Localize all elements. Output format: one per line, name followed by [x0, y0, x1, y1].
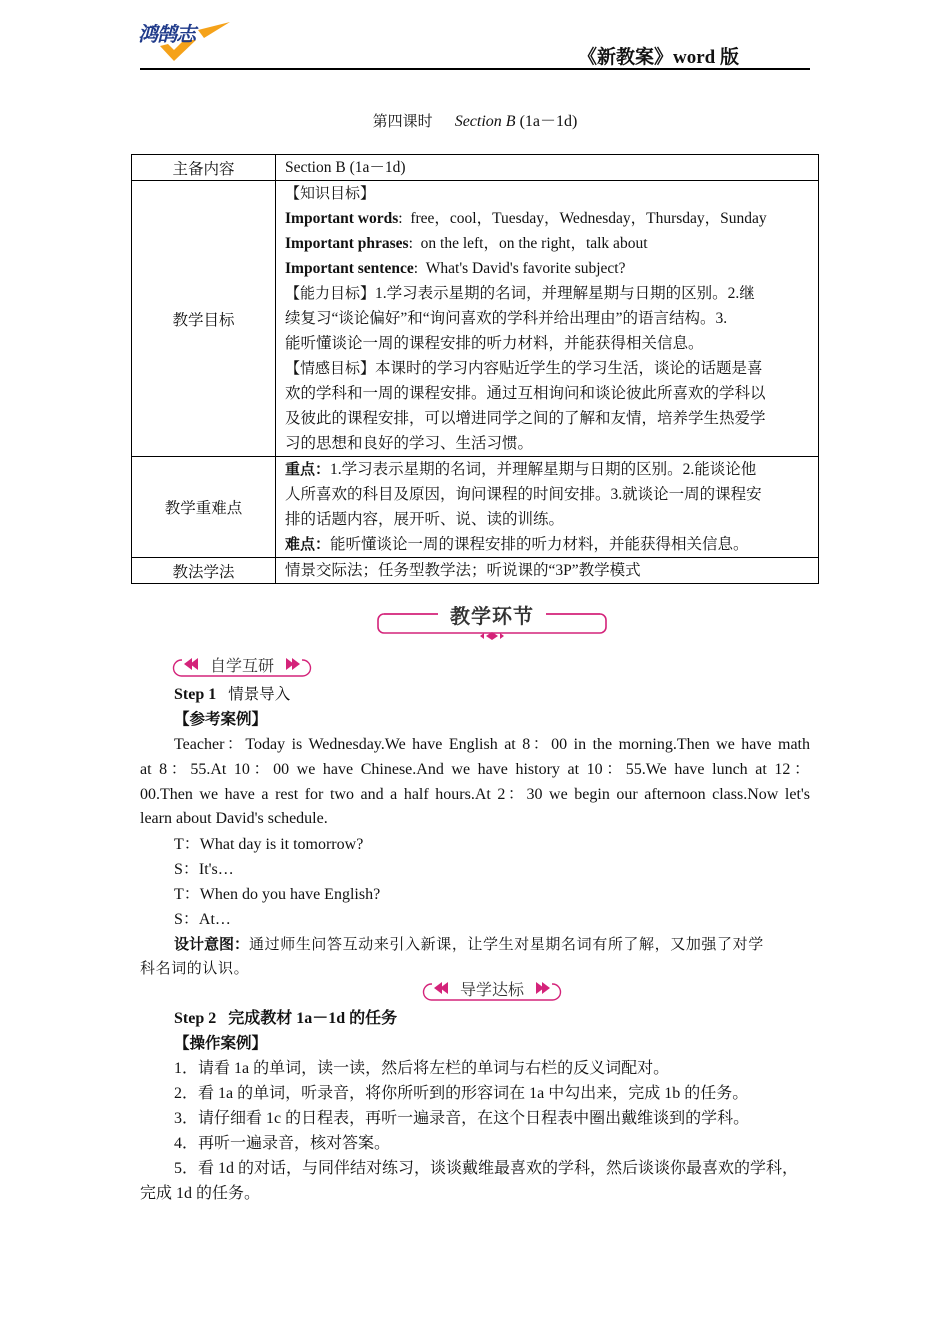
step1-paragraph-line: learn about David's schedule. — [140, 810, 328, 827]
phrases-line: Important phrases: on the left，on the right，talk about — [285, 235, 648, 252]
difficulty-label: 难点： — [285, 535, 331, 553]
banner-main-title: 教学环节 — [450, 604, 534, 628]
design-intent-label: 设计意图： — [174, 935, 250, 953]
row-label-content: 主备内容 — [132, 155, 276, 181]
design-intent-line: 科名词的认识。 — [140, 961, 250, 977]
words-label: Important words — [285, 210, 399, 227]
row-label-methods: 教法学法 — [132, 558, 276, 584]
step1-heading — [174, 682, 290, 707]
step1-paragraph-line: 00.Then we have a rest for two and a half hours.At 2：30 we begin our afternoon class.Now let's — [140, 786, 810, 803]
row-value-content: Section B (1a－1d) — [276, 155, 819, 181]
table-row — [132, 181, 819, 457]
emotion-line: 欢的学科和一周的课程安排。通过互相询问和谈论彼此所喜欢的学科以 — [285, 385, 766, 402]
task-item: 2．看 1a 的单词，听录音，将你所听到的形容词在 1a 中勾出来，完成 1b 的任务。 — [174, 1085, 749, 1102]
header-divider — [140, 68, 810, 70]
banner-self-study-title: 自学互研 — [209, 656, 274, 675]
step2-title: 完成教材 1a－1d 的任务 — [228, 1010, 398, 1027]
dialog-line: S：It's… — [174, 861, 234, 878]
row-label-goals: 教学目标 — [132, 181, 276, 457]
section-banner-guided — [422, 976, 562, 1002]
banner-guided-title: 导学达标 — [459, 980, 524, 999]
table-row — [132, 457, 819, 558]
key-text: 1.学习表示星期的名词，并理解星期与日期的区别。2.能谈论他 — [330, 461, 757, 478]
difficulty-text: 能听懂谈论一周的课程安排的听力材料，并能获得相关信息。 — [330, 536, 749, 553]
ability-heading: 【能力目标】 — [285, 284, 376, 302]
knowledge-heading: 【知识目标】 — [285, 184, 376, 202]
difficulty-line — [285, 532, 810, 557]
task-item: 4．再听一遍录音，核对答案。 — [174, 1135, 391, 1152]
task-item: 1．请看 1a 的单词，读一读，然后将左栏的单词与右栏的反义词配对。 — [174, 1060, 670, 1077]
lesson-plan-table — [131, 154, 819, 584]
key-line — [285, 457, 810, 482]
ability-line: 能听懂谈论一周的课程安排的听力材料，并能获得相关信息。 — [285, 335, 704, 352]
step1-paragraph-line: Teacher：Today is Wednesday.We have English at 8：00 in the morning.Then we have math — [174, 736, 810, 753]
key-line: 人所喜欢的科目及原因，询问课程的时间安排。3.就谈论一周的课程安 — [285, 486, 762, 503]
key-label: 重点： — [285, 460, 331, 478]
emotion-line: 习的思想和良好的学习、生活习惯。 — [285, 435, 534, 452]
phrases-value: on the left，on the right，talk about — [420, 235, 648, 252]
step2-heading — [174, 1006, 397, 1031]
row-label-keypoints: 教学重难点 — [132, 457, 276, 558]
phrases-label: Important phrases — [285, 235, 409, 252]
sentence-value: What's David's favorite subject? — [425, 260, 626, 277]
task-item: 3．请仔细看 1c 的日程表，再听一遍录音，在这个日程表中圈出戴维谈到的学科。 — [174, 1110, 750, 1127]
row-value-methods: 情景交际法；任务型教学法；听说课的“3P”教学模式 — [276, 558, 819, 584]
row-value-goals — [276, 181, 819, 457]
design-intent-line — [174, 932, 764, 958]
table-row — [132, 558, 819, 584]
design-intent-text: 通过师生问答互动来引入新课，让学生对星期名词有所了解，又加强了对学 — [249, 937, 764, 953]
ability-line — [285, 281, 810, 306]
words-line: Important words: free，cool，Tuesday，Wednesday，Thursday，Sunday — [285, 210, 767, 227]
step1-title: 情景导入 — [228, 685, 291, 703]
task-item-continuation: 完成 1d 的任务。 — [140, 1185, 261, 1202]
row-value-keypoints — [276, 457, 819, 558]
lesson-title-range: (1a－1d) — [519, 113, 578, 130]
step2-case-heading: 【操作案例】 — [174, 1034, 268, 1052]
step2-label: Step 2 — [174, 1010, 217, 1027]
lesson-title-cn: 第四课时 — [372, 112, 433, 130]
task-item: 5．看 1d 的对话，与同伴结对练习，谈谈戴维最喜欢的学科，然后谈谈你最喜欢的学科， — [174, 1160, 799, 1177]
lesson-title — [0, 108, 950, 131]
sentence-line: Important sentence: What's David's favorite subject? — [285, 260, 626, 277]
step1-paragraph-line: at 8：55.At 10：00 we have Chinese.And we have history at 10：55.We have lunch at 12： — [140, 761, 810, 778]
sentence-label: Important sentence — [285, 260, 414, 277]
step1-label: Step 1 — [174, 686, 217, 703]
ability-line: 续复习“谈论偏好”和“询问喜欢的学科并给出理由”的语言结构。3. — [285, 310, 728, 327]
emotion-text: 本课时的学习内容贴近学生的学习生活，谈论的话题是喜 — [375, 360, 763, 377]
edition-label: 《新教案》word 版 — [578, 47, 739, 68]
key-line: 排的话题内容，展开听、说、读的训练。 — [285, 511, 565, 528]
step1-case-heading: 【参考案例】 — [174, 710, 268, 728]
dialog-line: T：When do you have English? — [174, 886, 381, 903]
emotion-heading: 【情感目标】 — [285, 359, 376, 377]
emotion-line — [285, 356, 810, 381]
lesson-title-en: Section B — [454, 113, 516, 130]
dialog-line: S：At… — [174, 911, 231, 928]
dialog-line: T：What day is it tomorrow? — [174, 836, 364, 853]
emotion-line: 及彼此的课程安排，可以增进同学之间的了解和友情，培养学生热爱学 — [285, 410, 766, 427]
section-banner-self-study — [172, 652, 312, 678]
words-value: free，cool，Tuesday，Wednesday，Thursday，Sunday — [410, 210, 767, 227]
table-row — [132, 155, 819, 181]
logo-text: 鸿鹄志 — [138, 22, 195, 46]
section-banner-teaching-steps — [376, 600, 608, 640]
publisher-logo — [138, 18, 238, 64]
ability-text: 1.学习表示星期的名词，并理解星期与日期的区别。2.继 — [375, 285, 755, 302]
